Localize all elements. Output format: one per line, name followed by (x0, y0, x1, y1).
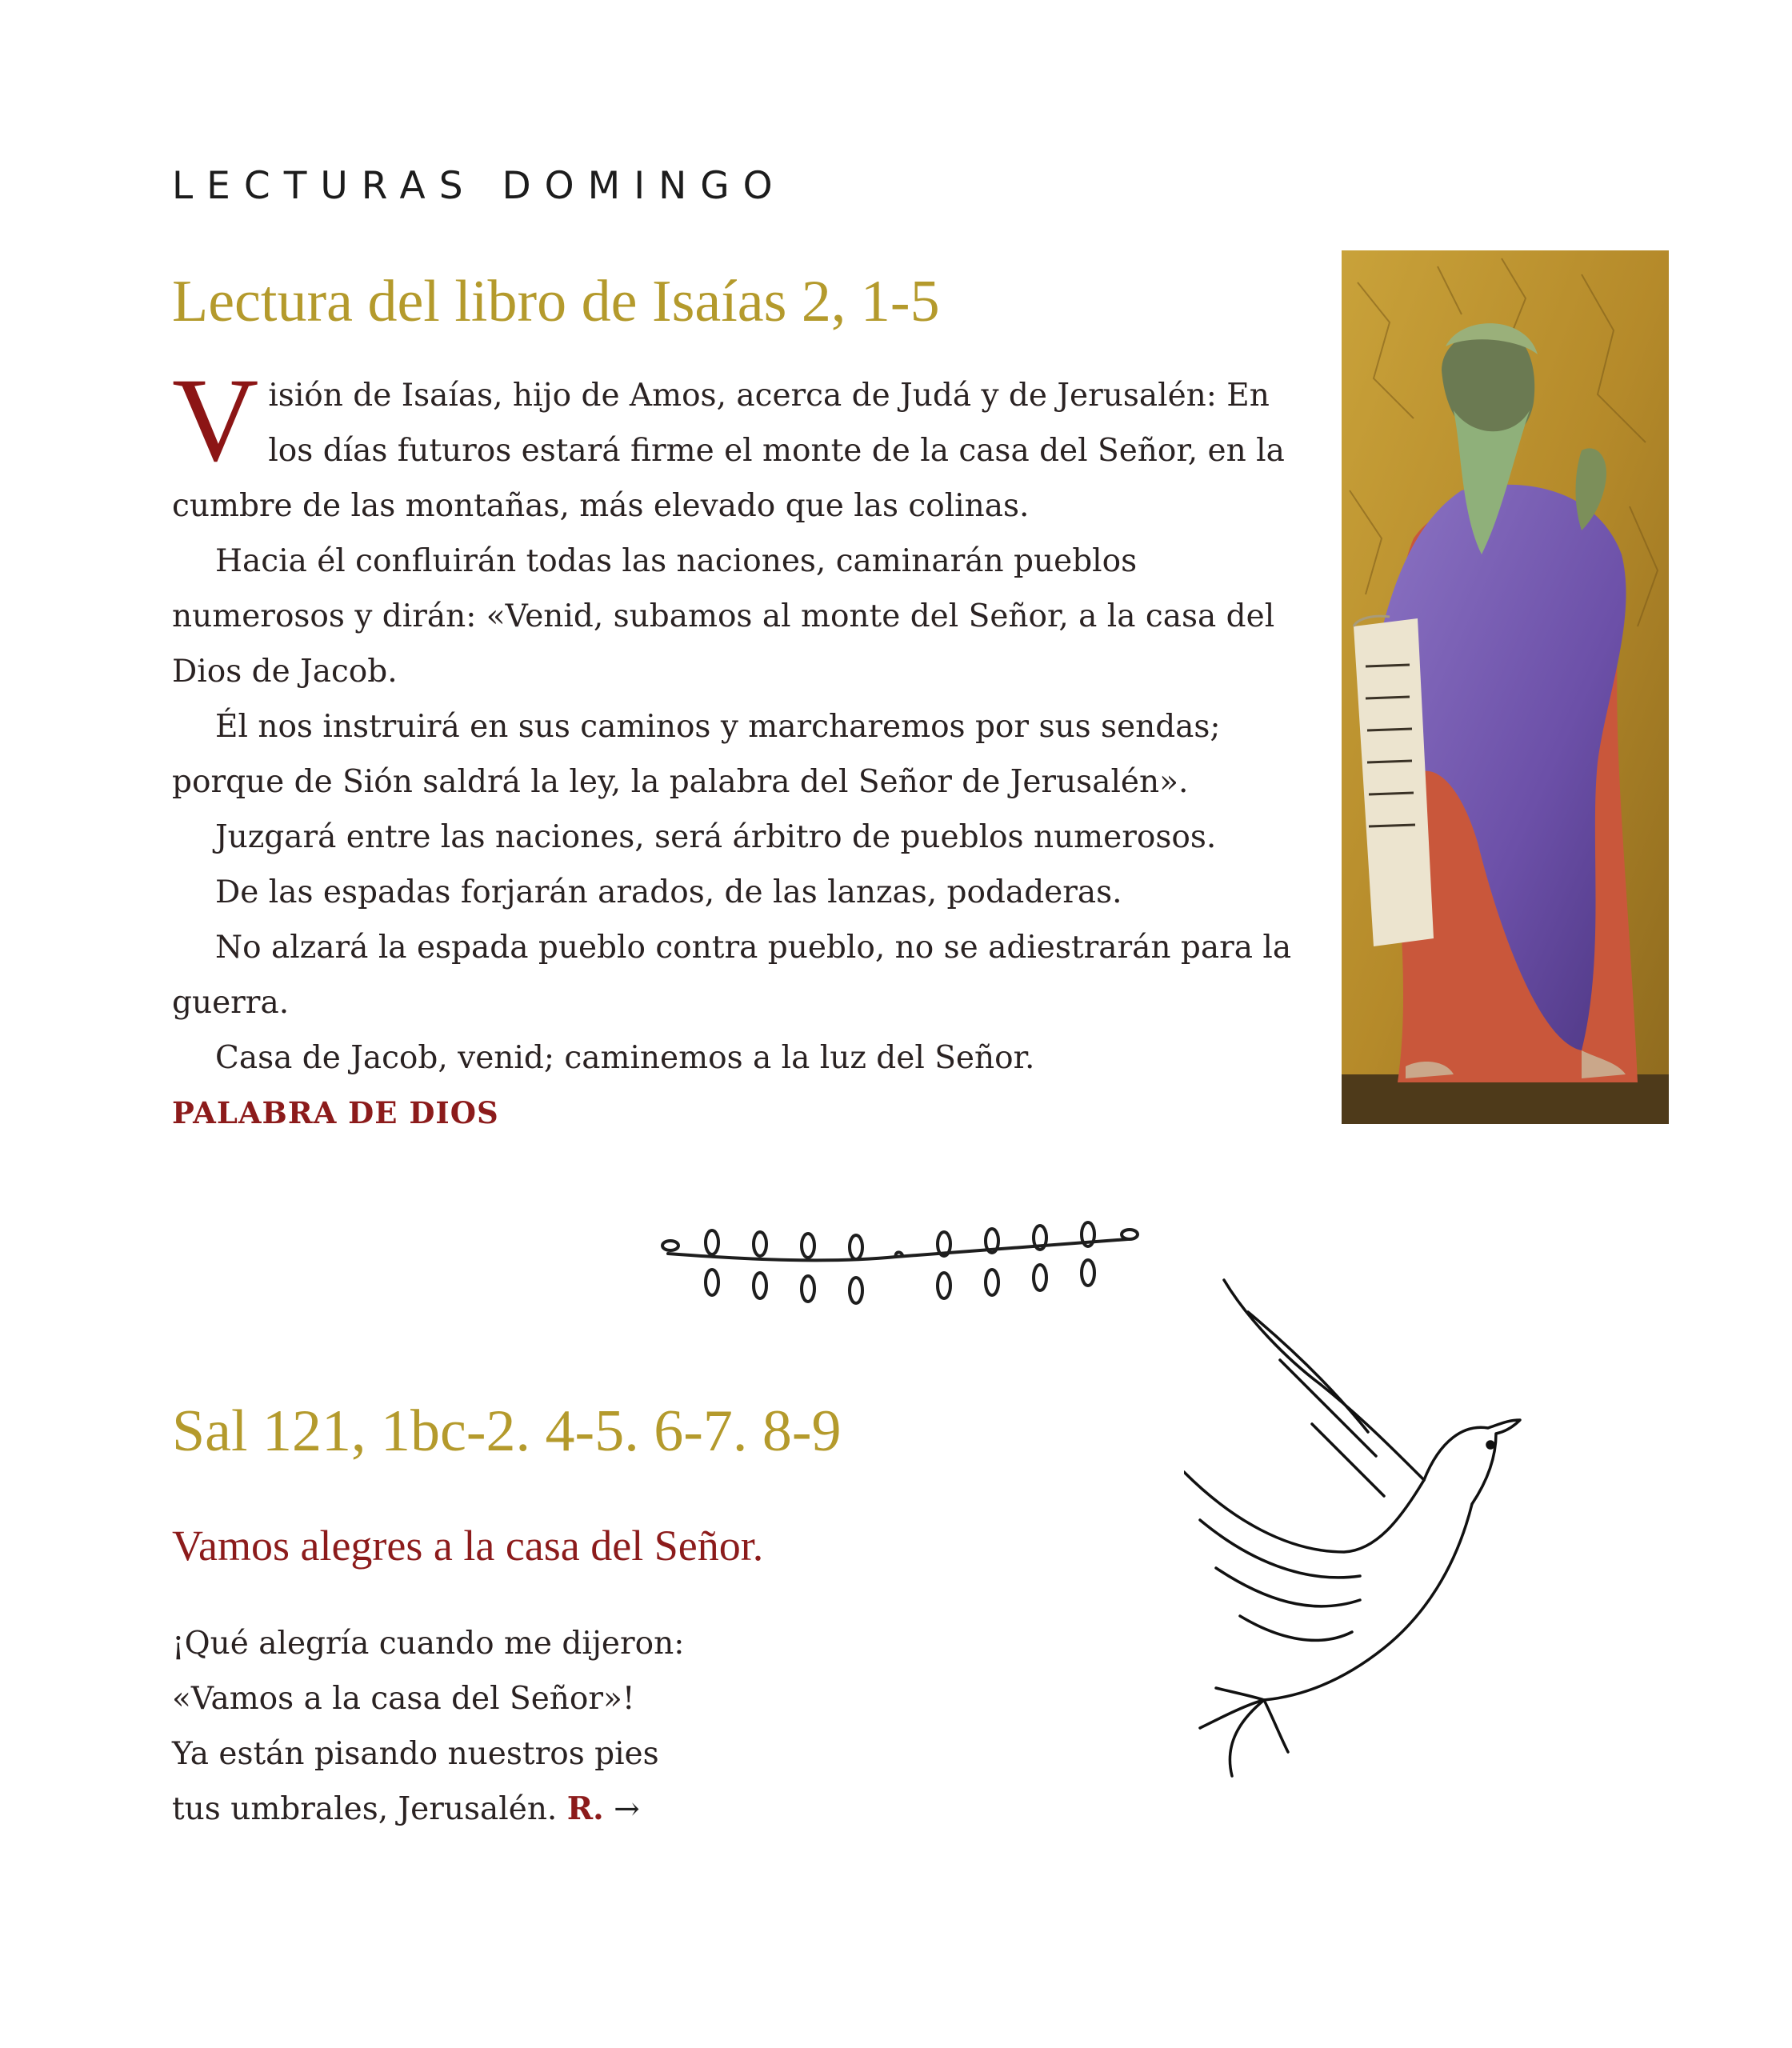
arrow-right-icon: → (614, 1791, 640, 1827)
drop-cap: V (172, 354, 259, 486)
prophet-painting (1342, 250, 1669, 1124)
psalm-text (172, 1616, 892, 1837)
reading-paragraph: No alzará la espada pueblo contra pueblo, no se adiestrarán para la guerra. (172, 930, 1292, 1021)
psalm-line: «Vamos a la casa del Señor»! (172, 1681, 635, 1717)
reading-paragraph: Casa de Jacob, venid; caminemos a la luz del Señor. (215, 1040, 1035, 1076)
reading-paragraph: Hacia él confluirán todas las naciones, caminarán pueblos numerosos y dirán: «Venid, subamos al monte del Señor, a la casa del Dios de Jacob. (172, 543, 1275, 690)
first-reading-text (172, 354, 1308, 1141)
reading-paragraph: Juzgará entre las naciones, será árbitro de pueblos numerosos. (215, 819, 1217, 855)
response-marker: R. (566, 1790, 604, 1827)
first-reading-title: Lectura del libro de Isaías 2, 1-5 (172, 269, 940, 334)
psalm-line: tus umbrales, Jerusalén. R. → (172, 1790, 640, 1827)
psalm-refrain: Vamos alegres a la casa del Señor. (172, 1522, 764, 1570)
section-kicker: LECTURAS DOMINGO (172, 164, 786, 208)
olive-branch-divider-icon (656, 1220, 1144, 1324)
palabra-de-dios-label: PALABRA DE DIOS (172, 1095, 499, 1130)
psalm-line: Ya están pisando nuestros pies (172, 1736, 659, 1772)
psalm-title: Sal 121, 1bc-2. 4-5. 6-7. 8-9 (172, 1398, 842, 1464)
reading-paragraph: De las espadas forjarán arados, de las lanzas, podaderas. (215, 874, 1122, 910)
psalm-line: ¡Qué alegría cuando me dijeron: (172, 1626, 685, 1662)
dove-icon (1184, 1264, 1568, 1808)
reading-paragraph: Visión de Isaías, hijo de Amos, acerca de Judá y de Jerusalén: En los días futuros estará firme el monte de la casa del Señor, en la cumbre de las montañas, más elevado que las colinas. (172, 354, 1285, 524)
reading-paragraph: Él nos instruirá en sus caminos y marcharemos por sus sendas; porque de Sión saldrá la ley, la palabra del Señor de Jerusalén». (172, 709, 1221, 800)
